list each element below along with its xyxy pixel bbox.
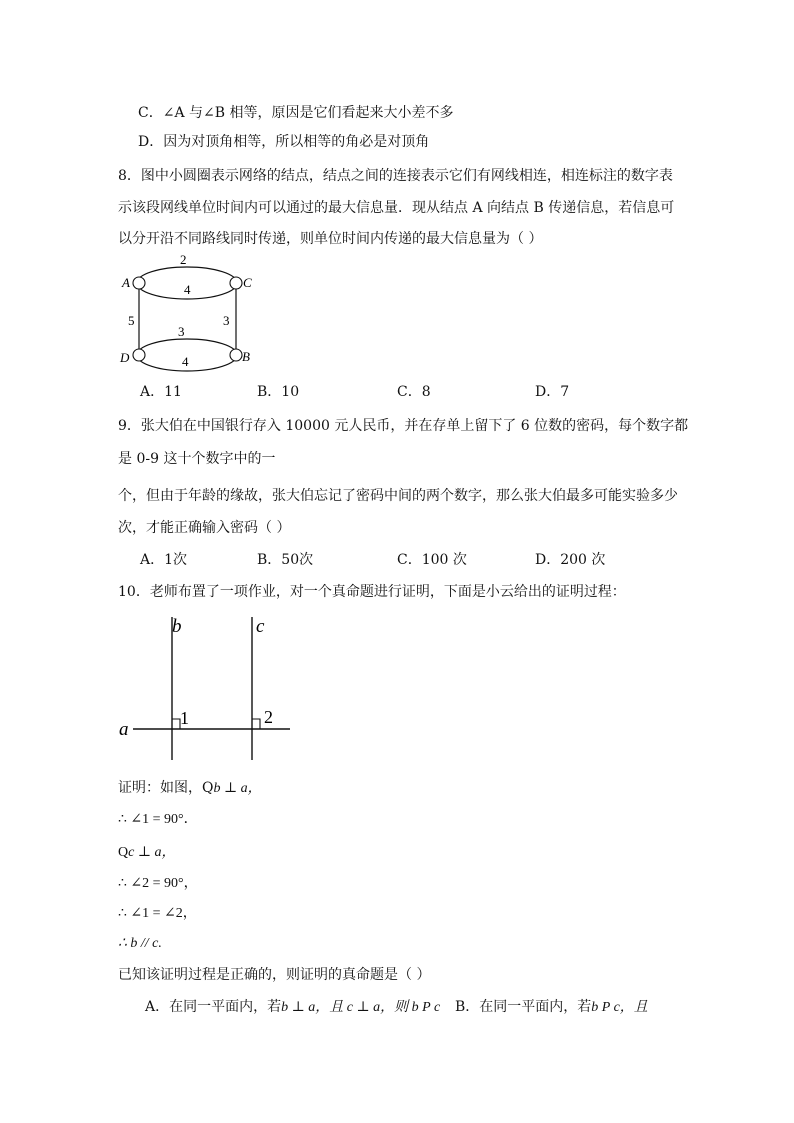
q9-stem-line4: 次，才能正确输入密码（ ） <box>118 520 291 536</box>
node-a-label: A <box>122 275 130 290</box>
q10-option-a-math: b ⊥ a，且 c ⊥ a，则 b P c <box>281 1000 441 1015</box>
q9-option-a: A．1次 <box>140 552 188 568</box>
q7-option-c: C．∠A 与∠B 相等，原因是它们看起来大小差不多 <box>138 105 454 121</box>
node-c-label: C <box>243 275 252 290</box>
edge-bottom-front: 4 <box>182 354 189 369</box>
q10-stem: 10．老师布置了一项作业，对一个真命题进行证明，下面是小云给出的证明过程： <box>118 584 626 600</box>
q8-option-a: A．11 <box>140 384 182 400</box>
q9-stem-line2: 是 0-9 这十个数字中的一 <box>118 451 276 467</box>
q10-question: 已知该证明过程是正确的，则证明的真命题是（ ） <box>118 967 431 983</box>
q8-option-b: B．10 <box>257 384 300 400</box>
q8-option-c: C．8 <box>397 384 431 400</box>
node-d-label: D <box>120 350 130 365</box>
label-angle-1: 1 <box>180 708 189 728</box>
edge-top-back: 2 <box>180 252 187 267</box>
proof-line-6: ∴ b // c. <box>118 936 162 951</box>
q7-option-d: D．因为对顶角相等，所以相等的角必是对顶角 <box>138 134 430 150</box>
q10-option-b-math: b P c，且 <box>591 1000 648 1015</box>
proof-line-2: ∴ ∠1 = 90°． <box>118 812 198 827</box>
edge-right: 3 <box>223 313 230 328</box>
q10-option-a <box>145 997 440 1018</box>
node-b-label: B <box>242 349 250 364</box>
proof-line-3 <box>118 842 176 863</box>
right-angle-mark-1 <box>172 719 180 729</box>
q9-stem-line3: 个，但由于年龄的缘故，张大伯忘记了密码中间的两个数字，那么张大伯最多可能实验多少 <box>118 488 678 504</box>
proof-q: Q <box>118 845 129 860</box>
q9-stem-line1: 9．张大伯在中国银行存入 10000 元人民币，并在存单上留下了 6 位数的密码，每个数字都 <box>118 418 689 434</box>
edge-bottom-back: 3 <box>178 324 185 339</box>
q8-stem-line1: 8．图中小圆圈表示网络的结点，结点之间的连接表示它们有网线相连，相连标注的数字表 <box>118 168 673 184</box>
proof-c-perp-a: c ⊥ a， <box>128 845 176 860</box>
label-b: b <box>172 616 182 637</box>
q8-option-d: D．7 <box>535 384 570 400</box>
q10-option-a-text: A．在同一平面内，若 <box>145 999 282 1015</box>
edge-top-front: 4 <box>184 282 191 297</box>
q9-option-c: C．100 次 <box>397 552 467 568</box>
proof-line-4: ∴ ∠2 = 90°， <box>118 876 198 891</box>
label-angle-2: 2 <box>264 707 273 727</box>
proof-intro: 证明：如图，Q <box>118 780 214 796</box>
q10-option-b <box>455 997 648 1018</box>
proof-b-perp-a: b ⊥ a， <box>213 781 262 796</box>
proof-line-5: ∴ ∠1 = ∠2， <box>118 906 197 921</box>
q8-stem-line3: 以分开沿不同路线同时传递，则单位时间内传递的最大信息量为（ ） <box>118 231 543 247</box>
q8-stem-line2: 示该段网线单位时间内可以通过的最大信息量．现从结点 A 向结点 B 传递信息，若信息可 <box>118 200 675 216</box>
edge-left: 5 <box>128 313 135 328</box>
label-c: c <box>256 616 265 637</box>
q9-option-b: B．50次 <box>257 552 314 568</box>
q9-option-d: D．200 次 <box>535 552 606 568</box>
q10-option-b-text: B．在同一平面内，若 <box>455 999 592 1015</box>
right-angle-mark-2 <box>252 719 260 729</box>
label-a: a <box>119 719 129 740</box>
proof-line-1 <box>118 778 262 799</box>
